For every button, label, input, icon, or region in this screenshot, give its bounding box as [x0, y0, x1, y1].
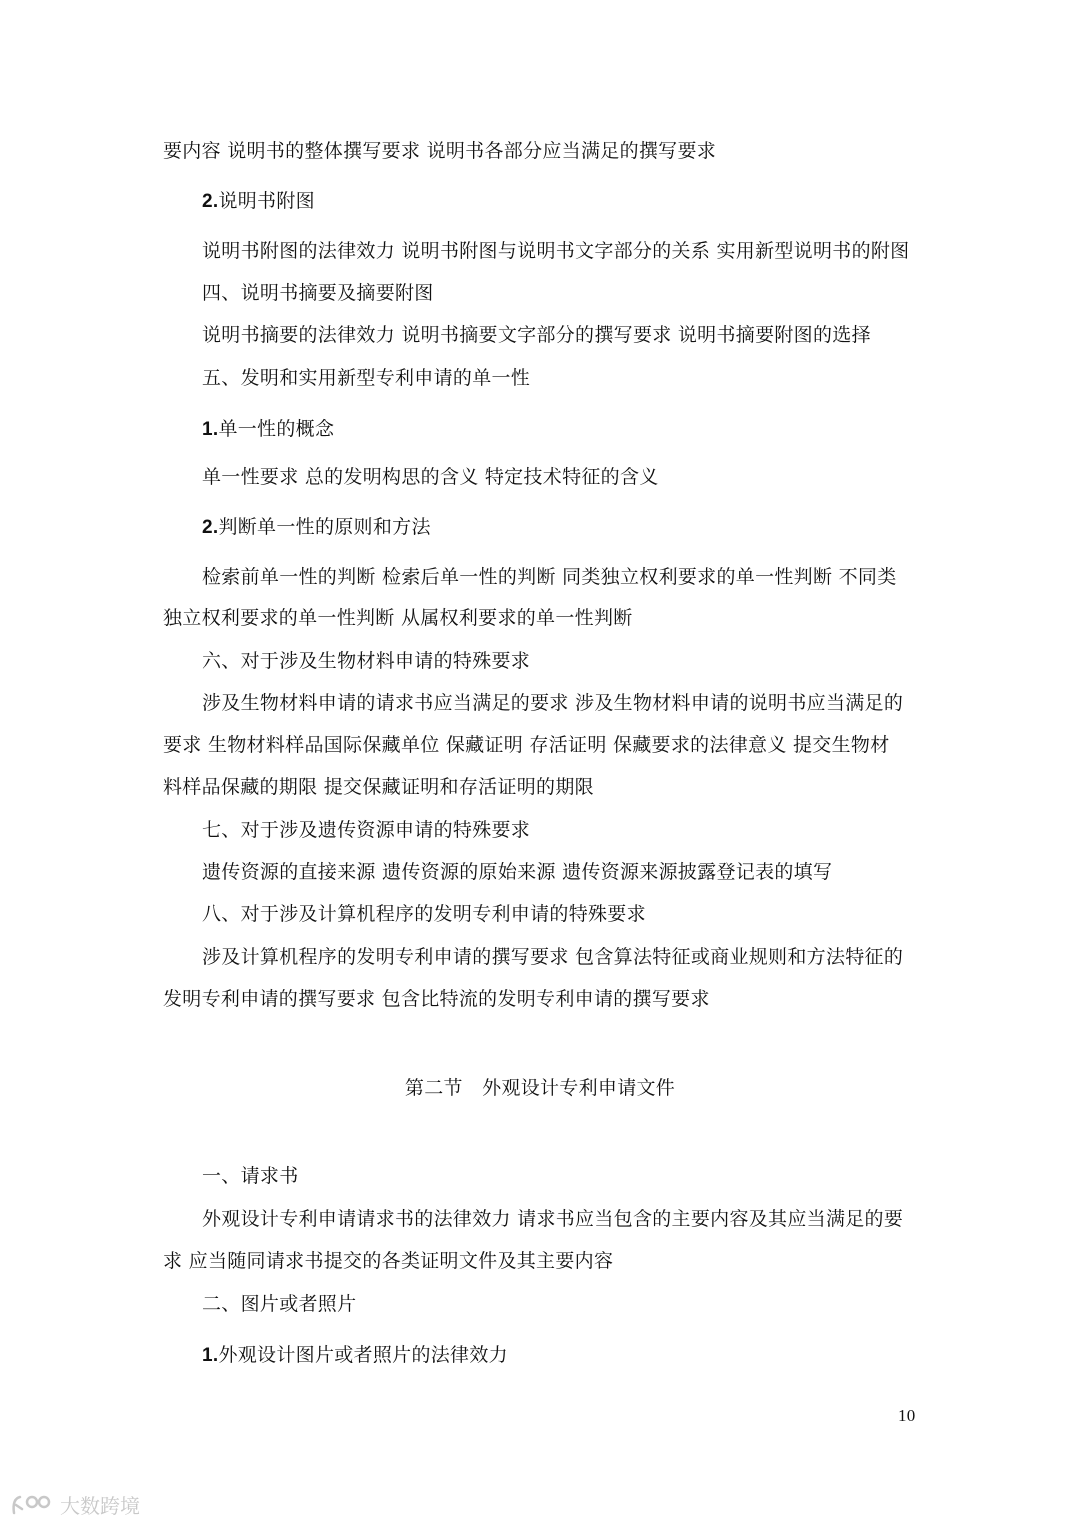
text-line: 要内容 说明书的整体撰写要求 说明书各部分应当满足的撰写要求: [163, 140, 717, 162]
text-line: 检索前单一性的判断 检索后单一性的判断 同类独立权利要求的单一性判断 不同类: [202, 566, 897, 588]
section-heading: 四、说明书摘要及摘要附图: [202, 282, 434, 304]
page-number: 10: [898, 1406, 916, 1425]
watermark-text: 大数跨境: [60, 1494, 140, 1518]
text-line: 遗传资源的直接来源 遗传资源的原始来源 遗传资源来源披露登记表的填写: [202, 861, 833, 883]
text-line: 单一性要求 总的发明构思的含义 特定技术特征的含义: [202, 466, 659, 488]
text-line: 要求 生物材料样品国际保藏单位 保藏证明 存活证明 保藏要求的法律意义 提交生物材: [163, 734, 890, 756]
text-line: 料样品保藏的期限 提交保藏证明和存活证明的期限: [163, 776, 594, 798]
subheading-number: 1.: [202, 419, 219, 440]
text-line: 外观设计专利申请请求书的法律效力 请求书应当包含的主要内容及其应当满足的要: [202, 1208, 904, 1230]
text-line: 发明专利申请的撰写要求 包含比特流的发明专利申请的撰写要求: [163, 988, 710, 1010]
subheading-text: 判断单一性的原则和方法: [218, 516, 431, 538]
text-line: 说明书附图的法律效力 说明书附图与说明书文字部分的关系 实用新型说明书的附图: [202, 240, 910, 262]
section-heading: 二、图片或者照片: [202, 1293, 357, 1315]
subheading-text: 说明书附图: [218, 190, 315, 212]
watermark: [10, 1490, 140, 1519]
subheading: [202, 417, 334, 442]
text-line: 涉及生物材料申请的请求书应当满足的要求 涉及生物材料申请的说明书应当满足的: [202, 692, 904, 714]
section-heading: 一、请求书: [202, 1165, 299, 1187]
text-line: 求 应当随同请求书提交的各类证明文件及其主要内容: [163, 1250, 614, 1272]
subheading: [202, 1343, 508, 1368]
subheading-number: 1.: [202, 1345, 219, 1366]
subheading-number: 2.: [202, 191, 219, 212]
subheading: [202, 515, 431, 540]
watermark-logo-icon: [10, 1493, 54, 1517]
text-line: 独立权利要求的单一性判断 从属权利要求的单一性判断: [163, 607, 633, 629]
section-heading: 六、对于涉及生物材料申请的特殊要求: [202, 650, 531, 672]
section-heading: 八、对于涉及计算机程序的发明专利申请的特殊要求: [202, 903, 646, 925]
section-heading: 五、发明和实用新型专利申请的单一性: [202, 367, 531, 389]
subheading: [202, 189, 315, 214]
section-heading: 七、对于涉及遗传资源申请的特殊要求: [202, 819, 531, 841]
subheading-text: 单一性的概念: [218, 418, 335, 440]
text-line: 涉及计算机程序的发明专利申请的撰写要求 包含算法特征或商业规则和方法特征的: [202, 946, 904, 968]
subheading-text: 外观设计图片或者照片的法律效力: [218, 1344, 508, 1366]
section-title: 第二节 外观设计专利申请文件: [404, 1077, 676, 1099]
text-line: 说明书摘要的法律效力 说明书摘要文字部分的撰写要求 说明书摘要附图的选择: [202, 324, 871, 346]
subheading-number: 2.: [202, 517, 219, 538]
